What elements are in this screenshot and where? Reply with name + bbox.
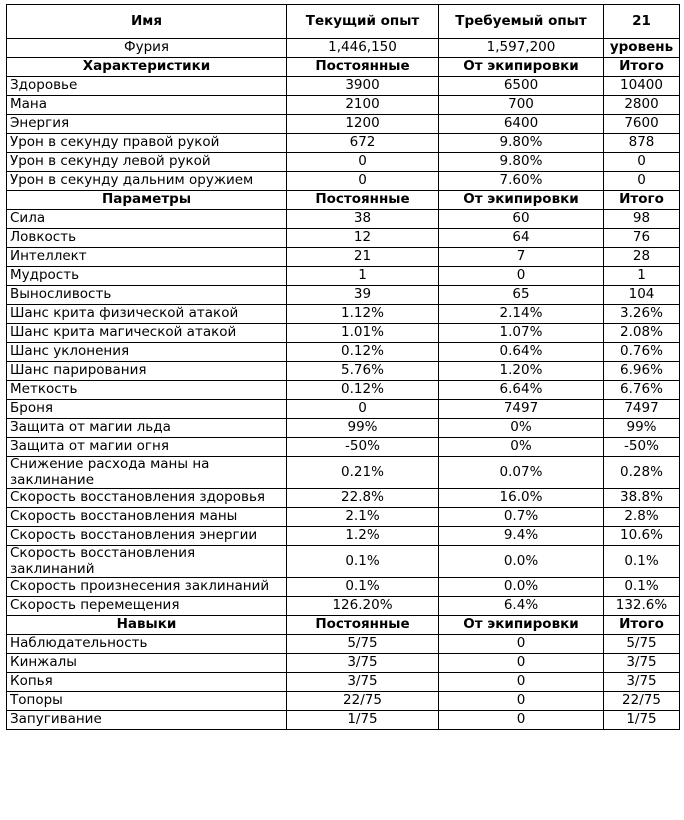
stat-equipment-value: 7497 (439, 400, 604, 419)
required-xp-column-header: Требуемый опыт (439, 5, 604, 39)
table-row (7, 362, 680, 381)
stat-total-value: 7497 (604, 400, 680, 419)
table-row (7, 134, 680, 153)
stat-total-value: 2800 (604, 96, 680, 115)
stat-base-value: 5.76% (287, 362, 439, 381)
stat-total-value: 2.8% (604, 508, 680, 527)
table-row (7, 96, 680, 115)
stat-equipment-value: 7.60% (439, 172, 604, 191)
section-title: Параметры (7, 191, 287, 210)
stat-equipment-value: 0 (439, 654, 604, 673)
level-label: уровень (604, 39, 680, 58)
stat-equipment-value: 1.20% (439, 362, 604, 381)
stat-equipment-value: 1.07% (439, 324, 604, 343)
base-column-header: Постоянные (287, 616, 439, 635)
stat-name: Скорость перемещения (7, 597, 287, 616)
stat-base-value: 2.1% (287, 508, 439, 527)
stat-total-value: 132.6% (604, 597, 680, 616)
stat-total-value: 0.1% (604, 546, 680, 578)
table-header-row (7, 5, 680, 39)
stat-base-value: 38 (287, 210, 439, 229)
stat-equipment-value: 60 (439, 210, 604, 229)
table-row (7, 210, 680, 229)
stat-total-value: 76 (604, 229, 680, 248)
stat-total-value: 28 (604, 248, 680, 267)
stat-base-value: 22.8% (287, 489, 439, 508)
stat-base-value: 1200 (287, 115, 439, 134)
stat-equipment-value: 0.07% (439, 457, 604, 489)
stat-name: Кинжалы (7, 654, 287, 673)
table-row (7, 419, 680, 438)
stat-total-value: 878 (604, 134, 680, 153)
stat-equipment-value: 0% (439, 419, 604, 438)
stat-equipment-value: 2.14% (439, 305, 604, 324)
stat-base-value: 21 (287, 248, 439, 267)
table-row (7, 267, 680, 286)
stat-total-value: 0.28% (604, 457, 680, 489)
required-xp-value: 1,597,200 (439, 39, 604, 58)
table-row (7, 153, 680, 172)
stat-total-value: 99% (604, 419, 680, 438)
stat-base-value: 126.20% (287, 597, 439, 616)
section-title: Навыки (7, 616, 287, 635)
stat-name: Скорость восстановления заклинаний (7, 546, 287, 578)
stat-base-value: -50% (287, 438, 439, 457)
stat-equipment-value: 0% (439, 438, 604, 457)
stat-name: Шанс крита физической атакой (7, 305, 287, 324)
table-row (7, 343, 680, 362)
stat-base-value: 5/75 (287, 635, 439, 654)
stat-equipment-value: 9.80% (439, 134, 604, 153)
stat-total-value: 6.96% (604, 362, 680, 381)
table-row (7, 115, 680, 134)
stat-equipment-value: 700 (439, 96, 604, 115)
table-row (7, 381, 680, 400)
table-row (7, 248, 680, 267)
stat-name: Урон в секунду левой рукой (7, 153, 287, 172)
table-row (7, 654, 680, 673)
stat-total-value: 3.26% (604, 305, 680, 324)
stat-name: Топоры (7, 692, 287, 711)
stat-total-value: 2.08% (604, 324, 680, 343)
stat-equipment-value: 0 (439, 267, 604, 286)
stat-equipment-value: 6.4% (439, 597, 604, 616)
level-value: 21 (604, 5, 680, 39)
current-xp-value: 1,446,150 (287, 39, 439, 58)
stat-total-value: 0.1% (604, 578, 680, 597)
section-header-row (7, 191, 680, 210)
equipment-column-header: От экипировки (439, 191, 604, 210)
stat-base-value: 1/75 (287, 711, 439, 730)
table-row (7, 711, 680, 730)
stat-base-value: 0.1% (287, 546, 439, 578)
stat-equipment-value: 7 (439, 248, 604, 267)
stat-equipment-value: 0.64% (439, 343, 604, 362)
stat-equipment-value: 0 (439, 711, 604, 730)
stat-name: Здоровье (7, 77, 287, 96)
stat-total-value: 3/75 (604, 654, 680, 673)
stat-total-value: 6.76% (604, 381, 680, 400)
stat-equipment-value: 16.0% (439, 489, 604, 508)
stat-name: Урон в секунду правой рукой (7, 134, 287, 153)
stat-base-value: 0.12% (287, 381, 439, 400)
stat-equipment-value: 0 (439, 692, 604, 711)
table-row (7, 305, 680, 324)
table-row (7, 438, 680, 457)
table-row (7, 457, 680, 489)
stat-base-value: 0.12% (287, 343, 439, 362)
stat-name: Броня (7, 400, 287, 419)
equipment-column-header: От экипировки (439, 58, 604, 77)
stat-total-value: 10400 (604, 77, 680, 96)
stat-name: Мана (7, 96, 287, 115)
base-column-header: Постоянные (287, 58, 439, 77)
stat-base-value: 1 (287, 267, 439, 286)
stat-equipment-value: 65 (439, 286, 604, 305)
stat-equipment-value: 6500 (439, 77, 604, 96)
stat-equipment-value: 0 (439, 635, 604, 654)
stat-equipment-value: 9.80% (439, 153, 604, 172)
stat-name: Шанс крита магической атакой (7, 324, 287, 343)
stat-equipment-value: 6.64% (439, 381, 604, 400)
stat-name: Интеллект (7, 248, 287, 267)
stat-total-value: 22/75 (604, 692, 680, 711)
table-row (7, 77, 680, 96)
stat-equipment-value: 0.7% (439, 508, 604, 527)
equipment-column-header: От экипировки (439, 616, 604, 635)
stat-name: Урон в секунду дальним оружием (7, 172, 287, 191)
stat-name: Выносливость (7, 286, 287, 305)
stat-name: Меткость (7, 381, 287, 400)
stat-base-value: 99% (287, 419, 439, 438)
stat-equipment-value: 9.4% (439, 527, 604, 546)
stat-base-value: 2100 (287, 96, 439, 115)
stat-total-value: -50% (604, 438, 680, 457)
stat-total-value: 0 (604, 153, 680, 172)
total-column-header: Итого (604, 616, 680, 635)
table-row (7, 286, 680, 305)
table-row (7, 673, 680, 692)
stat-total-value: 104 (604, 286, 680, 305)
stat-base-value: 1.01% (287, 324, 439, 343)
stat-name: Шанс уклонения (7, 343, 287, 362)
stat-name: Ловкость (7, 229, 287, 248)
stat-total-value: 1 (604, 267, 680, 286)
stat-name: Скорость восстановления здоровья (7, 489, 287, 508)
stat-base-value: 3900 (287, 77, 439, 96)
current-xp-column-header: Текущий опыт (287, 5, 439, 39)
character-stats-table (6, 4, 680, 730)
character-name: Фурия (7, 39, 287, 58)
section-title: Характеристики (7, 58, 287, 77)
stat-name: Защита от магии льда (7, 419, 287, 438)
character-row (7, 39, 680, 58)
stat-name: Защита от магии огня (7, 438, 287, 457)
stat-total-value: 38.8% (604, 489, 680, 508)
stat-base-value: 1.12% (287, 305, 439, 324)
stat-base-value: 672 (287, 134, 439, 153)
section-header-row (7, 58, 680, 77)
stat-base-value: 3/75 (287, 654, 439, 673)
stat-equipment-value: 0.0% (439, 546, 604, 578)
table-row (7, 508, 680, 527)
stat-base-value: 0.21% (287, 457, 439, 489)
stat-total-value: 7600 (604, 115, 680, 134)
stat-name: Скорость восстановления энергии (7, 527, 287, 546)
total-column-header: Итого (604, 58, 680, 77)
stat-base-value: 3/75 (287, 673, 439, 692)
base-column-header: Постоянные (287, 191, 439, 210)
stat-total-value: 0 (604, 172, 680, 191)
table-row (7, 489, 680, 508)
stat-name: Запугивание (7, 711, 287, 730)
stat-name: Сила (7, 210, 287, 229)
table-row (7, 578, 680, 597)
stat-total-value: 1/75 (604, 711, 680, 730)
stat-base-value: 12 (287, 229, 439, 248)
table-row (7, 692, 680, 711)
stat-total-value: 3/75 (604, 673, 680, 692)
stats-table-body (7, 5, 680, 730)
stat-total-value: 0.76% (604, 343, 680, 362)
stat-equipment-value: 0 (439, 673, 604, 692)
stat-base-value: 0.1% (287, 578, 439, 597)
stat-equipment-value: 6400 (439, 115, 604, 134)
stat-name: Скорость восстановления маны (7, 508, 287, 527)
table-row (7, 400, 680, 419)
stat-base-value: 22/75 (287, 692, 439, 711)
stat-equipment-value: 0.0% (439, 578, 604, 597)
stat-total-value: 5/75 (604, 635, 680, 654)
stat-name: Наблюдательность (7, 635, 287, 654)
stat-total-value: 10.6% (604, 527, 680, 546)
table-row (7, 229, 680, 248)
table-row (7, 597, 680, 616)
table-row (7, 546, 680, 578)
stat-base-value: 39 (287, 286, 439, 305)
section-header-row (7, 616, 680, 635)
stat-name: Скорость произнесения заклинаний (7, 578, 287, 597)
name-column-header: Имя (7, 5, 287, 39)
stat-base-value: 0 (287, 400, 439, 419)
stat-total-value: 98 (604, 210, 680, 229)
stat-name: Копья (7, 673, 287, 692)
table-row (7, 527, 680, 546)
stat-base-value: 0 (287, 172, 439, 191)
stat-name: Мудрость (7, 267, 287, 286)
stat-base-value: 1.2% (287, 527, 439, 546)
stat-name: Снижение расхода маны на заклинание (7, 457, 287, 489)
table-row (7, 172, 680, 191)
stat-equipment-value: 64 (439, 229, 604, 248)
table-row (7, 324, 680, 343)
stat-name: Шанс парирования (7, 362, 287, 381)
table-row (7, 635, 680, 654)
stat-base-value: 0 (287, 153, 439, 172)
total-column-header: Итого (604, 191, 680, 210)
stat-name: Энергия (7, 115, 287, 134)
